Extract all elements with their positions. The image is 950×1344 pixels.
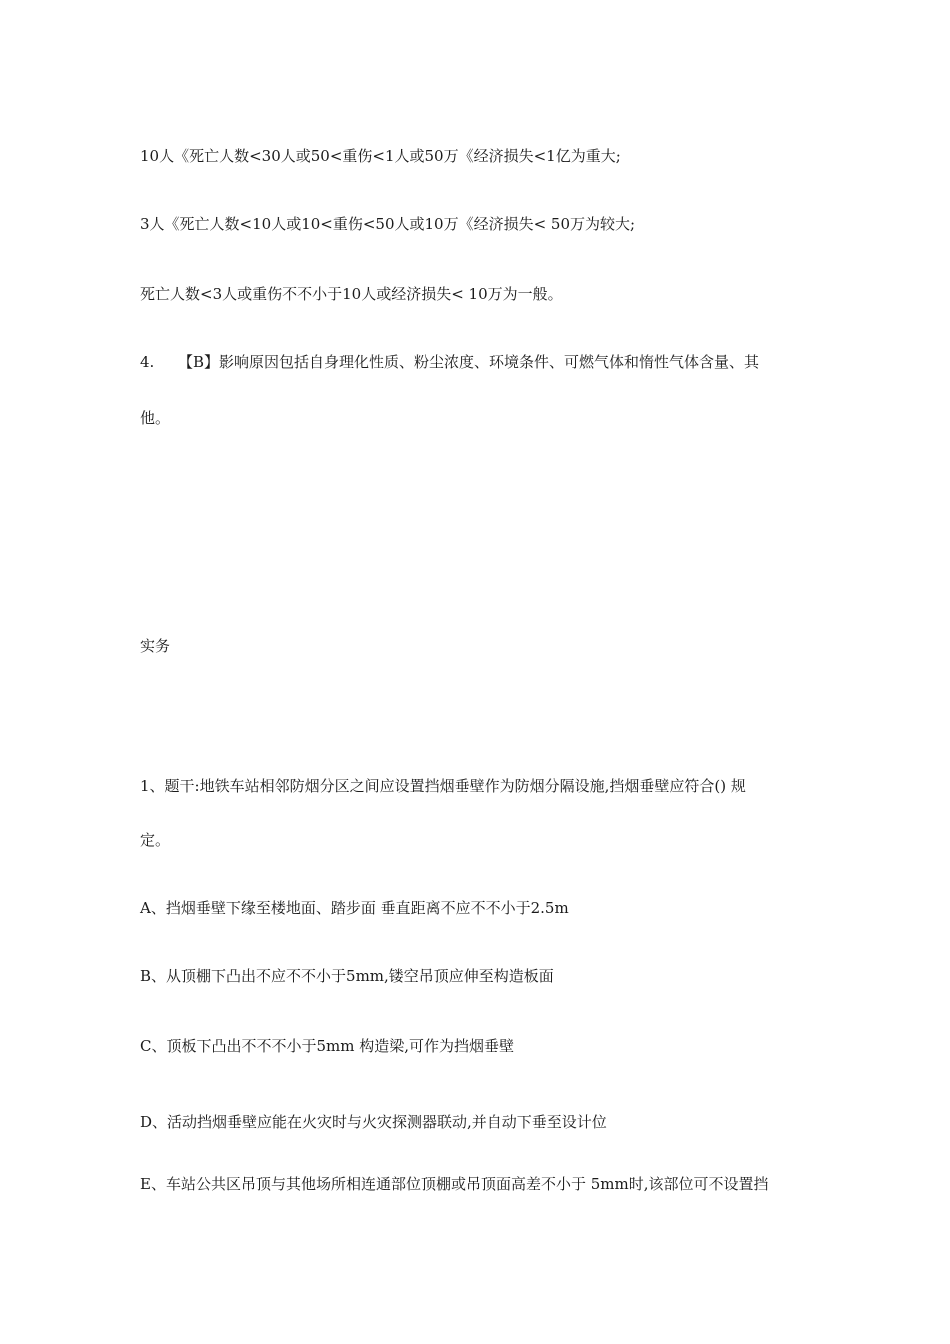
option-c: C、顶板下凸出不不不小于5mm 构造梁,可作为挡烟垂壁: [140, 1037, 515, 1055]
question-stem-line1: 1、题干:地铁车站相邻防烟分区之间应设置挡烟垂壁作为防烟分隔设施,挡烟垂壁应符合() 规: [140, 777, 746, 795]
text-line-larger: 3人《死亡人数<10人或10<重伤<50人或10万《经济损失< 50万为较大;: [140, 215, 636, 233]
section-title: 实务: [140, 637, 171, 655]
question-stem-line2: 定。: [140, 831, 171, 849]
option-e: E、车站公共区吊顶与其他场所相连通部位顶棚或吊顶面高差不小于 5mm时,该部位可不设置挡: [140, 1175, 769, 1193]
option-d: D、活动挡烟垂壁应能在火灾时与火灾探测器联动,并自动下垂至设计位: [140, 1113, 607, 1131]
option-b: B、从顶棚下凸出不应不不小于5mm,镂空吊顶应伸至构造板面: [140, 967, 554, 985]
option-a: A、挡烟垂壁下缘至楼地面、踏步面 垂直距离不应不不小于2.5m: [140, 899, 569, 917]
item-4-text: 【B】影响原因包括自身理化性质、粉尘浓度、环境条件、可燃气体和惰性气体含量、其: [178, 353, 760, 371]
text-line-general: 死亡人数<3人或重伤不不小于10人或经济损失< 10万为一般。: [140, 285, 563, 303]
item-4: [140, 352, 759, 372]
item-4-continuation: 他。: [140, 409, 171, 427]
text-line-major: 10人《死亡人数<30人或50<重伤<1人或50万《经济损失<1亿为重大;: [140, 147, 621, 165]
item-4-number: 4.: [140, 353, 155, 371]
